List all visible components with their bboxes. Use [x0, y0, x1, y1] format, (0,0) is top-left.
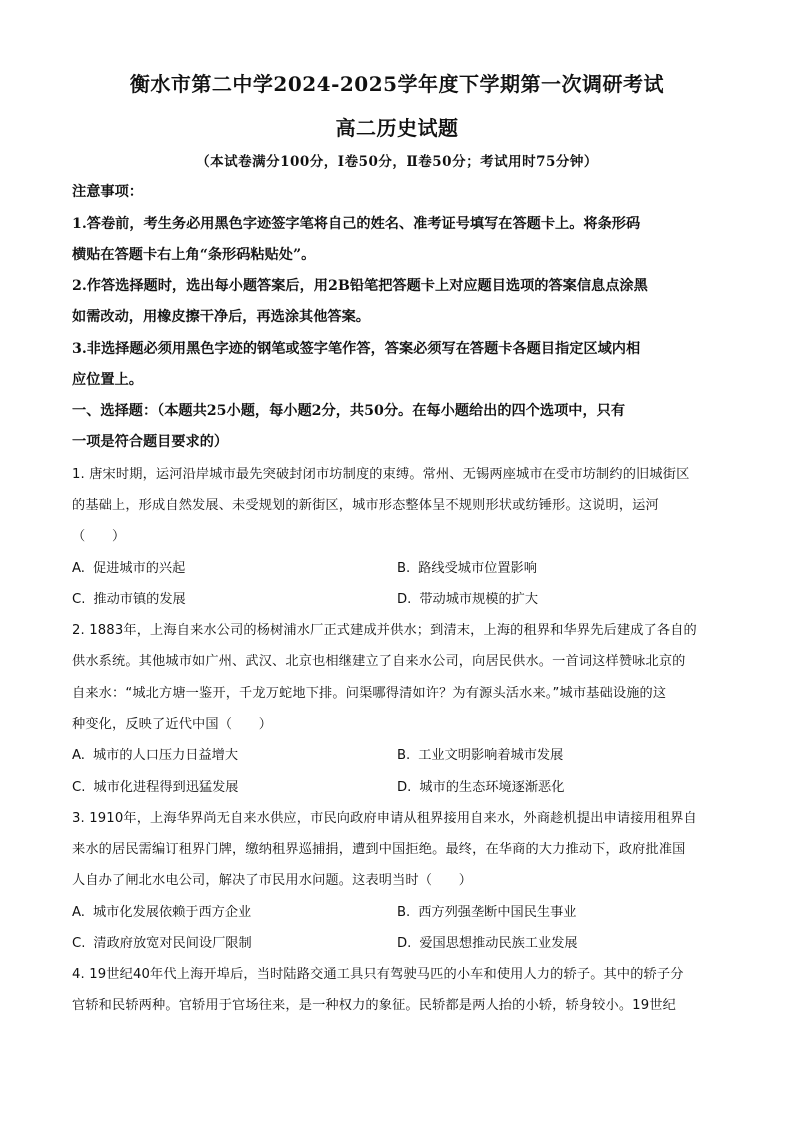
option-text: 城市化进程得到迅猛发展 — [93, 780, 239, 795]
question-3-option-d — [397, 932, 578, 951]
notice-line: 3.非选择题必须用黑色字迹的钢笔或签字笔作答，答案必须写在答题卡各题目指定区域内相 — [72, 341, 641, 357]
question-2-option-c — [72, 776, 238, 795]
question-1-option-a — [72, 557, 185, 576]
option-text: 城市的生态环境逐渐恶化 — [419, 780, 565, 795]
exam-subtitle: 高二历史试题 — [335, 116, 459, 140]
section-heading: 一项是符合题目要求的） — [72, 434, 229, 450]
option-letter: A. — [72, 748, 85, 763]
option-letter: B. — [397, 561, 411, 576]
option-text: 路线受城市位置影响 — [418, 561, 537, 576]
option-text: 带动城市规模的扩大 — [419, 592, 539, 607]
option-letter: D. — [397, 592, 412, 607]
question-3-option-a — [72, 901, 251, 920]
option-text: 城市化发展依赖于西方企业 — [92, 905, 252, 920]
question-3-text: 来水的居民需编订租界门牌，缴纳租界巡捕捐，遭到中国拒绝。最终，在华商的大力推动下，政府批准国 — [72, 842, 686, 857]
option-letter: A. — [72, 561, 85, 576]
option-text: 工业文明影响着城市发展 — [418, 748, 564, 763]
option-text: 推动市镇的发展 — [93, 592, 186, 607]
question-3-text: 3. 1910年，上海华界尚无自来水供应，市民向政府申请从租界接用自来水，外商趁机提出申请接用租界自 — [72, 811, 697, 826]
notice-heading: 注意事项： — [72, 184, 143, 200]
notice-line: 应位置上。 — [72, 372, 143, 388]
option-text: 城市的人口压力日益增大 — [92, 748, 239, 763]
question-1-option-d — [397, 588, 538, 607]
option-letter: C. — [72, 780, 86, 795]
question-4-text: 官轿和民轿两种。官轿用于官场往来，是一种权力的象征。民轿都是两人抬的小轿，轿身较小。19世纪 — [72, 998, 676, 1013]
notice-line: 1.答卷前，考生务必用黑色字迹签字笔将自己的姓名、准考证号填写在答题卡上。将条形码 — [72, 216, 641, 232]
option-text: 促进城市的兴起 — [92, 561, 186, 576]
exam-info: （本试卷满分100分，Ⅰ卷50分，Ⅱ卷50分；考试用时75分钟） — [196, 154, 598, 170]
option-letter: B. — [397, 748, 411, 763]
question-2-option-a — [72, 744, 238, 763]
exam-title: 衡水市第二中学2024-2025学年度下学期第一次调研考试 — [129, 72, 665, 96]
question-3-option-b — [397, 901, 577, 920]
question-2-option-b — [397, 744, 563, 763]
question-2-text: 自来水：“城北方塘一鉴开，千龙万蛇地下排。问渠哪得清如许？为有源头活水来。”城市基础设施的这 — [72, 686, 667, 701]
notice-line: 横贴在答题卡右上角“条形码粘贴处”。 — [72, 247, 316, 263]
question-1-text: （ ） — [72, 529, 126, 544]
option-letter: B. — [397, 905, 411, 920]
question-4-text: 4. 19世纪40年代上海开埠后，当时陆路交通工具只有驾驶马匹的小车和使用人力的轿子。其中的轿子分 — [72, 967, 684, 982]
option-letter: A. — [72, 905, 85, 920]
question-3-text: 人自办了闸北水电公司，解决了市民用水问题。这表明当时（ ） — [72, 873, 473, 888]
question-1-text: 1. 唐宋时期，运河沿岸城市最先突破封闭市坊制度的束缚。常州、无锡两座城市在受市坊制约的旧城街区 — [72, 467, 690, 482]
option-letter: D. — [397, 936, 412, 951]
question-2-text: 供水系统。其他城市如广州、武汉、北京也相继建立了自来水公司，向居民供水。一首词这样赞咏北京的 — [72, 654, 686, 669]
notice-line: 2.作答选择题时，选出每小题答案后，用2B铅笔把答题卡上对应题目选项的答案信息点涂黑 — [72, 278, 648, 294]
question-2-text: 2. 1883年，上海自来水公司的杨树浦水厂正式建成并供水；到清末，上海的租界和华界先后建成了各自的 — [72, 623, 697, 638]
option-letter: C. — [72, 592, 86, 607]
question-2-text: 种变化，反映了近代中国（ ） — [72, 717, 273, 732]
question-3-option-c — [72, 932, 252, 951]
question-1-option-c — [72, 588, 186, 607]
option-text: 清政府放宽对民间设厂限制 — [93, 936, 252, 951]
question-1-text: 的基础上，形成自然发展、未受规划的新街区，城市形态整体呈不规则形状或纺锤形。这说明，运河 — [72, 498, 659, 513]
option-letter: C. — [72, 936, 86, 951]
option-text: 爱国思想推动民族工业发展 — [419, 936, 578, 951]
section-heading: 一、选择题：（本题共25小题，每小题2分，共50分。在每小题给出的四个选项中，只有 — [72, 403, 626, 419]
notice-line: 如需改动，用橡皮擦干净后，再选涂其他答案。 — [72, 309, 370, 325]
question-2-option-d — [397, 776, 564, 795]
option-text: 西方列强垄断中国民生事业 — [418, 905, 577, 920]
option-letter: D. — [397, 780, 412, 795]
question-1-option-b — [397, 557, 537, 576]
